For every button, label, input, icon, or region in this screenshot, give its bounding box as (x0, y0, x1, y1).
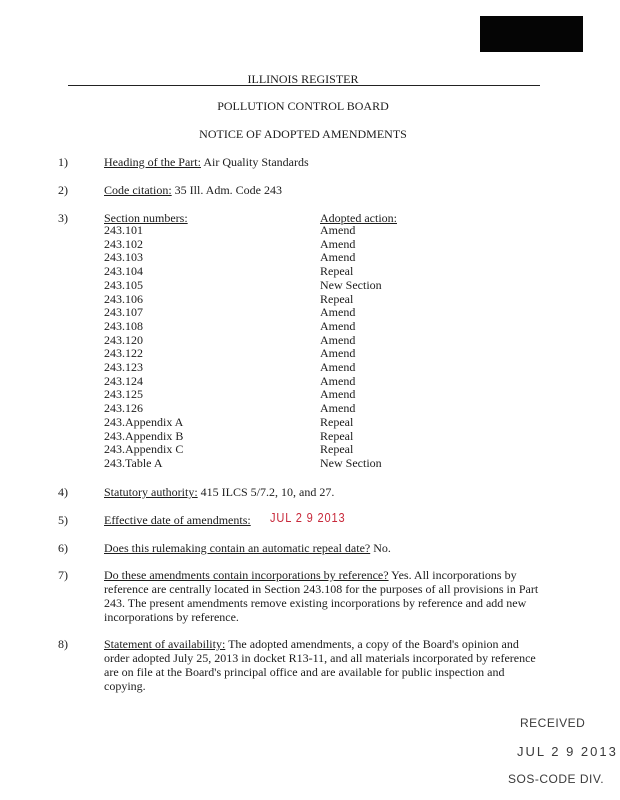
section-action: Amend (320, 236, 356, 251)
section-action: Amend (320, 305, 356, 320)
section-action: Amend (320, 332, 356, 347)
item-1 (104, 155, 544, 169)
item-2 (104, 183, 544, 197)
section-action: Amend (320, 318, 356, 333)
section-row (104, 334, 404, 348)
section-row (104, 430, 404, 444)
section-action: Repeal (320, 414, 354, 429)
section-row (104, 293, 404, 307)
section-row (104, 375, 404, 389)
item-7-value: Yes. All incorporations by reference are centrally located in Section 243.108 for the purposes of all provisions in Part 243. The present amendments remove existing incorporations by reference and add new incorporations by reference. (104, 568, 539, 624)
section-row (104, 238, 404, 252)
notice-title: NOTICE OF ADOPTED AMENDMENTS (199, 127, 407, 141)
section-row (104, 457, 404, 471)
item-8-number: 8) (58, 637, 68, 651)
item-2-number: 2) (58, 183, 68, 197)
item-3-number: 3) (58, 211, 68, 225)
section-row (104, 388, 404, 402)
item-1-value: Air Quality Standards (200, 155, 309, 169)
section-action: New Section (320, 277, 382, 292)
section-number: 243.103 (104, 250, 143, 265)
section-number: 243.104 (104, 264, 143, 279)
section-number: 243.108 (104, 318, 143, 333)
section-row (104, 224, 404, 238)
board-title: POLLUTION CONTROL BOARD (217, 99, 389, 113)
item-2-value: 35 Ill. Adm. Code 243 (171, 183, 282, 197)
section-action: Repeal (320, 291, 354, 306)
section-number: 243.102 (104, 236, 143, 251)
item-6 (104, 541, 544, 555)
section-action: Repeal (320, 442, 354, 457)
section-action: Amend (320, 373, 356, 388)
item-1-number: 1) (58, 155, 68, 169)
item-8-label: Statement of availability: (104, 637, 226, 651)
section-number: 243.120 (104, 332, 143, 347)
section-action: Amend (320, 346, 356, 361)
section-row (104, 361, 404, 375)
section-number: 243.Appendix C (104, 442, 184, 457)
section-number: 243.105 (104, 277, 143, 292)
section-number: 243.Table A (104, 455, 163, 470)
section-number: 243.Appendix B (104, 428, 184, 443)
item-2-label: Code citation: (104, 183, 172, 197)
item-8 (104, 637, 544, 693)
item-7-number: 7) (58, 568, 68, 582)
section-number: 243.Appendix A (104, 414, 184, 429)
section-row (104, 416, 404, 430)
section-row (104, 306, 404, 320)
item-6-label: Does this rulemaking contain an automatic repeal date? (104, 541, 371, 555)
adopted-action-header: Adopted action: (320, 211, 397, 225)
received-stamp-date: JUL 2 9 2013 (517, 744, 618, 759)
section-number: 243.126 (104, 401, 143, 416)
item-5-number: 5) (58, 513, 68, 527)
item-4 (104, 485, 544, 499)
section-row (104, 347, 404, 361)
section-number: 243.106 (104, 291, 143, 306)
item-1-label: Heading of the Part: (104, 155, 201, 169)
redaction-block (480, 16, 583, 52)
effective-date-stamp: JUL 2 9 2013 (270, 510, 346, 525)
section-action: Repeal (320, 264, 354, 279)
item-7 (104, 568, 544, 624)
received-stamp-label: RECEIVED (520, 716, 586, 730)
section-row (104, 251, 404, 265)
item-8-value: The adopted amendments, a copy of the Board's opinion and order adopted July 25, 2013 in docket R13-11, and all materials incorporated by reference are on file at the Board's principal office and are available for public inspection and copying. (104, 637, 536, 693)
item-4-label: Statutory authority: (104, 485, 198, 499)
item-5-label: Effective date of amendments: (104, 513, 251, 527)
item-4-number: 4) (58, 485, 68, 499)
section-action: Amend (320, 387, 356, 402)
received-stamp-division: SOS-CODE DIV. (508, 772, 605, 786)
section-number: 243.123 (104, 360, 143, 374)
item-6-value: No. (370, 541, 391, 555)
section-action: Amend (320, 223, 356, 237)
register-rule (68, 85, 540, 86)
section-action: Amend (320, 360, 356, 374)
section-numbers-header: Section numbers: (104, 211, 188, 225)
section-number: 243.125 (104, 387, 143, 402)
section-row (104, 265, 404, 279)
item-7-label: Do these amendments contain incorporations by reference? (104, 568, 389, 582)
section-row (104, 443, 404, 457)
section-row (104, 320, 404, 334)
section-action: New Section (320, 455, 382, 470)
item-6-number: 6) (58, 541, 68, 555)
section-number: 243.124 (104, 373, 143, 388)
section-number: 243.101 (104, 223, 143, 237)
section-number: 243.107 (104, 305, 143, 320)
register-title: ILLINOIS REGISTER (247, 72, 359, 86)
item-4-value: 415 ILCS 5/7.2, 10, and 27. (197, 485, 335, 499)
section-row (104, 402, 404, 416)
section-row (104, 279, 404, 293)
section-action: Repeal (320, 428, 354, 443)
section-action: Amend (320, 250, 356, 265)
section-number: 243.122 (104, 346, 143, 361)
section-action: Amend (320, 401, 356, 416)
